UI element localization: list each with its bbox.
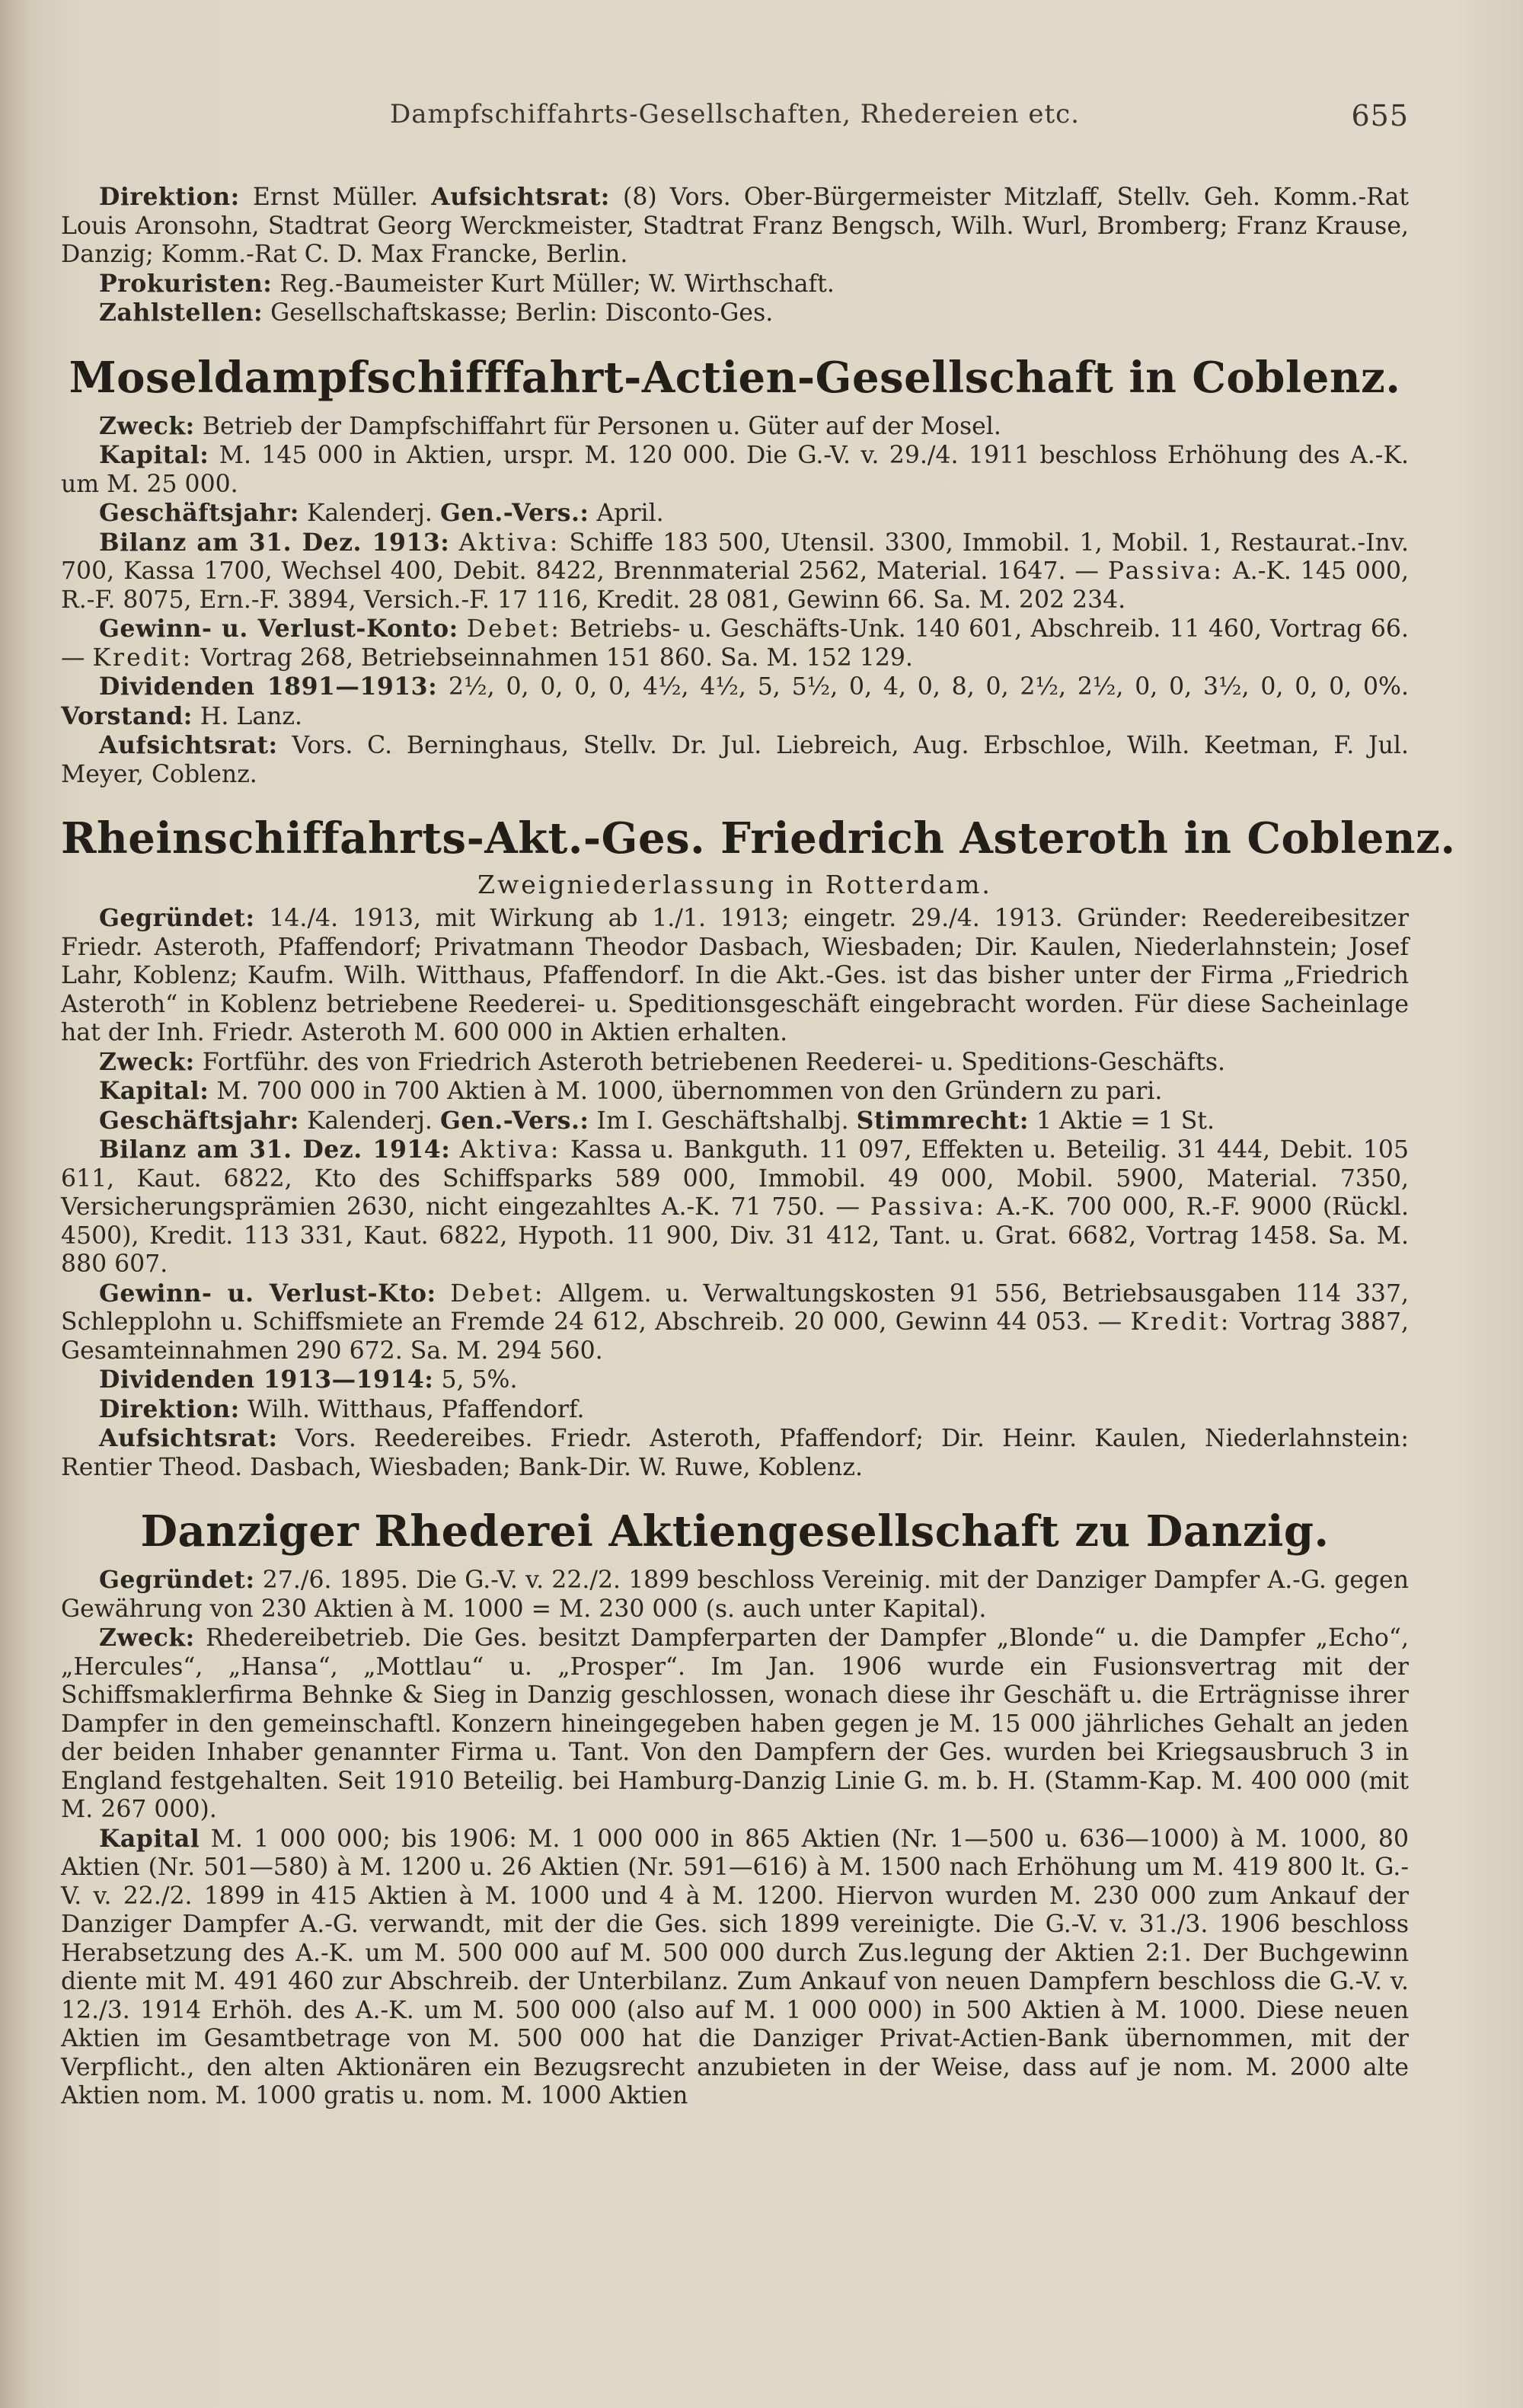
direktion-paragraph: Direktion: Ernst Müller. Aufsichtsrat: (8) Vors. Ober-Bürgermeister Mitzlaff, Stellv. Geh. Komm.-Rat Louis Aronsohn, Stadtrat Georg Werckmeister, Stadtrat Franz Bengsch, Wilh. Wurl, Bromberg; Franz Krause, Danzig; Komm.-Rat C. D. Max Francke, Berlin. <box>61 183 1410 268</box>
page-number: 655 <box>1351 99 1409 133</box>
entry-mosel <box>61 351 1409 790</box>
zweck-paragraph: Zweck: Rhedereibetrieb. Die Ges. besitzt Dampferparten der Dampfer „Blonde“ u. die Dampfer „Echo“, „Hercules“, „Hansa“, „Mottlau“ u. „Prosper“. Im Jan. 1906 wurde ein Fusionsvertrag mit der Schiffsmaklerfirma Behnke & Sieg in Danzig geschlossen, wonach diese ihr Geschäft u. die Erträgnisse ihrer Dampfer in den gemeinschaftl. Konzern hineingegeben haben gegen je M. 15 000 jährliches Gehalt an jeden der beiden Inhaber genannter Firma u. Tant. Von den Dampfern der Ges. wurden bei Kriegsausbruch 3 in England festgehalten. Seit 1910 Beteilig. bei Hamburg-Danzig Linie G. m. b. H. (Stamm-Kap. M. 400 000 (mit M. 267 000). <box>61 1624 1409 1823</box>
dividenden-paragraph: Dividenden 1891—1913: 2½, 0, 0, 0, 0, 4½, 4½, 5, 5½, 0, 4, 0, 8, 0, 2½, 2½, 0, 0, 3½, 0, 0, 0, 0%. Vorstand: H. Lanz. <box>61 672 1409 730</box>
entry-subtitle: Zweigniederlassung in Rotterdam. <box>477 870 992 899</box>
running-head <box>61 99 1409 133</box>
previous-entry-tail <box>61 183 1409 328</box>
entry-danziger-rhederei <box>61 1505 1409 2111</box>
kapital-paragraph: Kapital: M. 700 000 in 700 Aktien à M. 1000, übernommen von den Gründern zu pari. <box>99 1077 1163 1105</box>
entry-title: Danziger Rhederei Aktiengesellschaft zu Danzig. <box>140 1506 1330 1557</box>
bilanz-paragraph: Bilanz am 31. Dez. 1914: Aktiva: Kassa u. Bankguth. 11 097, Effekten u. Beteilig. 31 444, Debit. 105 611, Kaut. 6822, Kto des Schiffsparks 589 000, Immobil. 49 000, Mobil. 5900, Material. 7350, Versicherungsprämien 2630, nicht eingezahltes A.-K. 71 750. — Passiva: A.-K. 700 000, R.-F. 9000 (Rückl. 4500), Kredit. 113 331, Kaut. 6822, Hypoth. 11 900, Div. 31 412, Tant. u. Grat. 6682, Vortrag 1458. Sa. M. 880 607. <box>61 1135 1409 1278</box>
guv-paragraph: Gewinn- u. Verlust-Konto: Debet: Betriebs- u. Geschäfts-Unk. 140 601, Abschreib. 11 460, Vortrag 66. — Kredit: Vortrag 268, Betriebseinnahmen 151 860. Sa. M. 152 129. <box>61 615 1409 672</box>
zweck-paragraph: Zweck: Betrieb der Dampfschiffahrt für Personen u. Güter auf der Mosel. <box>99 411 1001 440</box>
kapital-paragraph: Kapital M. 1 000 000; bis 1906: M. 1 000 000 in 865 Aktien (Nr. 1—500 u. 636—1000) à M. 1000, 80 Aktien (Nr. 501—580) à M. 1200 u. 26 Aktien (Nr. 591—616) à M. 1500 nach Erhöhung um M. 419 800 lt. G.-V. v. 22./2. 1899 in 415 Aktien à M. 1000 und 4 à M. 1200. Hiervon wurden M. 230 000 zum Ankauf der Danziger Dampfer A.-G. verwandt, mit der die Ges. sich 1899 vereinigte. Die G.-V. v. 31./3. 1906 beschloss Herabsetzung des A.-K. um M. 500 000 auf M. 500 000 durch Zus.legung der Aktien 2:1. Der Buchgewinn diente mit M. 491 460 zur Abschreib. der Unterbilanz. Zum Ankauf von neuen Dampfern beschloss die G.-V. v. 12./3. 1914 Erhöh. des A.-K. um M. 500 000 (also auf M. 1 000 000) in 500 Aktien à M. 1000. Diese neuen Aktien im Gesamtbetrage von M. 500 000 hat die Danziger Privat-Actien-Bank übernommen, mit der Verpflicht., den alten Aktionären ein Bezugsrecht anzubieten in der Weise, dass auf je nom. M. 2000 alte Aktien nom. M. 1000 gratis u. nom. M. 1000 Aktien <box>61 1824 1409 2109</box>
gegruendet-paragraph: Gegründet: 14./4. 1913, mit Wirkung ab 1./1. 1913; eingetr. 29./4. 1913. Gründer: Reedereibesitzer Friedr. Asteroth, Pfaffendorf; Privatmann Theodor Dasbach, Wiesbaden; Dir. Kaulen, Niederlahnstein; Josef Lahr, Koblenz; Kaufm. Wilh. Witthaus, Pfaffendorf. In die Akt.-Ges. ist das bisher unter der Firma „Friedrich Asteroth“ in Koblenz betriebene Reederei- u. Speditionsgeschäft eingebracht worden. Für diese Sacheinlage hat der Inh. Friedr. Asteroth M. 600 000 in Aktien erhalten. <box>61 904 1409 1046</box>
aufsichtsrat-paragraph: Aufsichtsrat: Vors. Reedereibes. Friedr. Asteroth, Pfaffendorf; Dir. Heinr. Kaulen, Niederlahnstein: Rentier Theod. Dasbach, Wiesbaden; Bank-Dir. W. Ruwe, Koblenz. <box>61 1424 1409 1481</box>
entry-rheinschiffahrt <box>61 812 1456 1482</box>
running-title: Dampfschiffahrts-Gesellschaften, Rhedereien etc. <box>390 99 1080 129</box>
prokuristen-paragraph: Prokuristen: Reg.-Baumeister Kurt Müller; W. Wirthschaft. <box>99 269 835 298</box>
gegruendet-paragraph: Gegründet: 27./6. 1895. Die G.-V. v. 22./2. 1899 beschloss Vereinig. mit der Danziger Dampfer A.-G. gegen Gewährung von 230 Aktien à M. 1000 = M. 230 000 (s. auch unter Kapital). <box>61 1566 1409 1623</box>
direktion-paragraph: Direktion: Wilh. Witthaus, Pfaffendorf. <box>99 1394 585 1423</box>
kapital-paragraph: Kapital: M. 145 000 in Aktien, urspr. M. 120 000. Die G.-V. v. 29./4. 1911 beschloss Erhöhung des A.-K. um M. 25 000. <box>61 441 1409 498</box>
aufsichtsrat-paragraph: Aufsichtsrat: Vors. C. Berninghaus, Stellv. Dr. Jul. Liebreich, Aug. Erbschloe, Wilh. Keetman, F. Jul. Meyer, Coblenz. <box>61 731 1409 788</box>
zweck-paragraph: Zweck: Fortführ. des von Friedrich Asteroth betriebenen Reederei- u. Speditions-Geschäfts. <box>99 1047 1226 1076</box>
guv-paragraph: Gewinn- u. Verlust-Kto: Debet: Allgem. u. Verwaltungskosten 91 556, Betriebsausgaben 114 337, Schlepplohn u. Schiffsmiete an Fremde 24 612, Abschreib. 20 000, Gewinn 44 053. — Kredit: Vortrag 3887, Gesamteinnahmen 290 672. Sa. M. 294 560. <box>61 1279 1410 1365</box>
dividenden-paragraph: Dividenden 1913—1914: 5, 5%. <box>99 1365 518 1394</box>
zahlstellen-paragraph: Zahlstellen: Gesellschaftskasse; Berlin: Disconto-Ges. <box>99 299 774 327</box>
geschaeftsjahr-paragraph: Geschäftsjahr: Kalenderj. Gen.-Vers.: Im I. Geschäftshalbj. Stimmrecht: 1 Aktie = 1 St. <box>99 1106 1215 1135</box>
entry-title: Moseldampfschifffahrt-Actien-Gesellschaft in Coblenz. <box>69 352 1401 403</box>
entry-title: Rheinschiffahrts-Akt.-Ges. Friedrich Asteroth in Coblenz. <box>61 813 1456 864</box>
bilanz-paragraph: Bilanz am 31. Dez. 1913: Aktiva: Schiffe 183 500, Utensil. 3300, Immobil. 1, Mobil. 1, Restaurat.-Inv. 700, Kassa 1700, Wechsel 400, Debit. 8422, Brennmaterial 2562, Material. 1647. — Passiva: A.-K. 145 000, R.-F. 8075, Ern.-F. 3894, Versich.-F. 17 116, Kredit. 28 081, Gewinn 66. Sa. M. 202 234. <box>61 528 1410 614</box>
geschaeftsjahr-paragraph: Geschäftsjahr: Kalenderj. Gen.-Vers.: April. <box>99 499 664 527</box>
